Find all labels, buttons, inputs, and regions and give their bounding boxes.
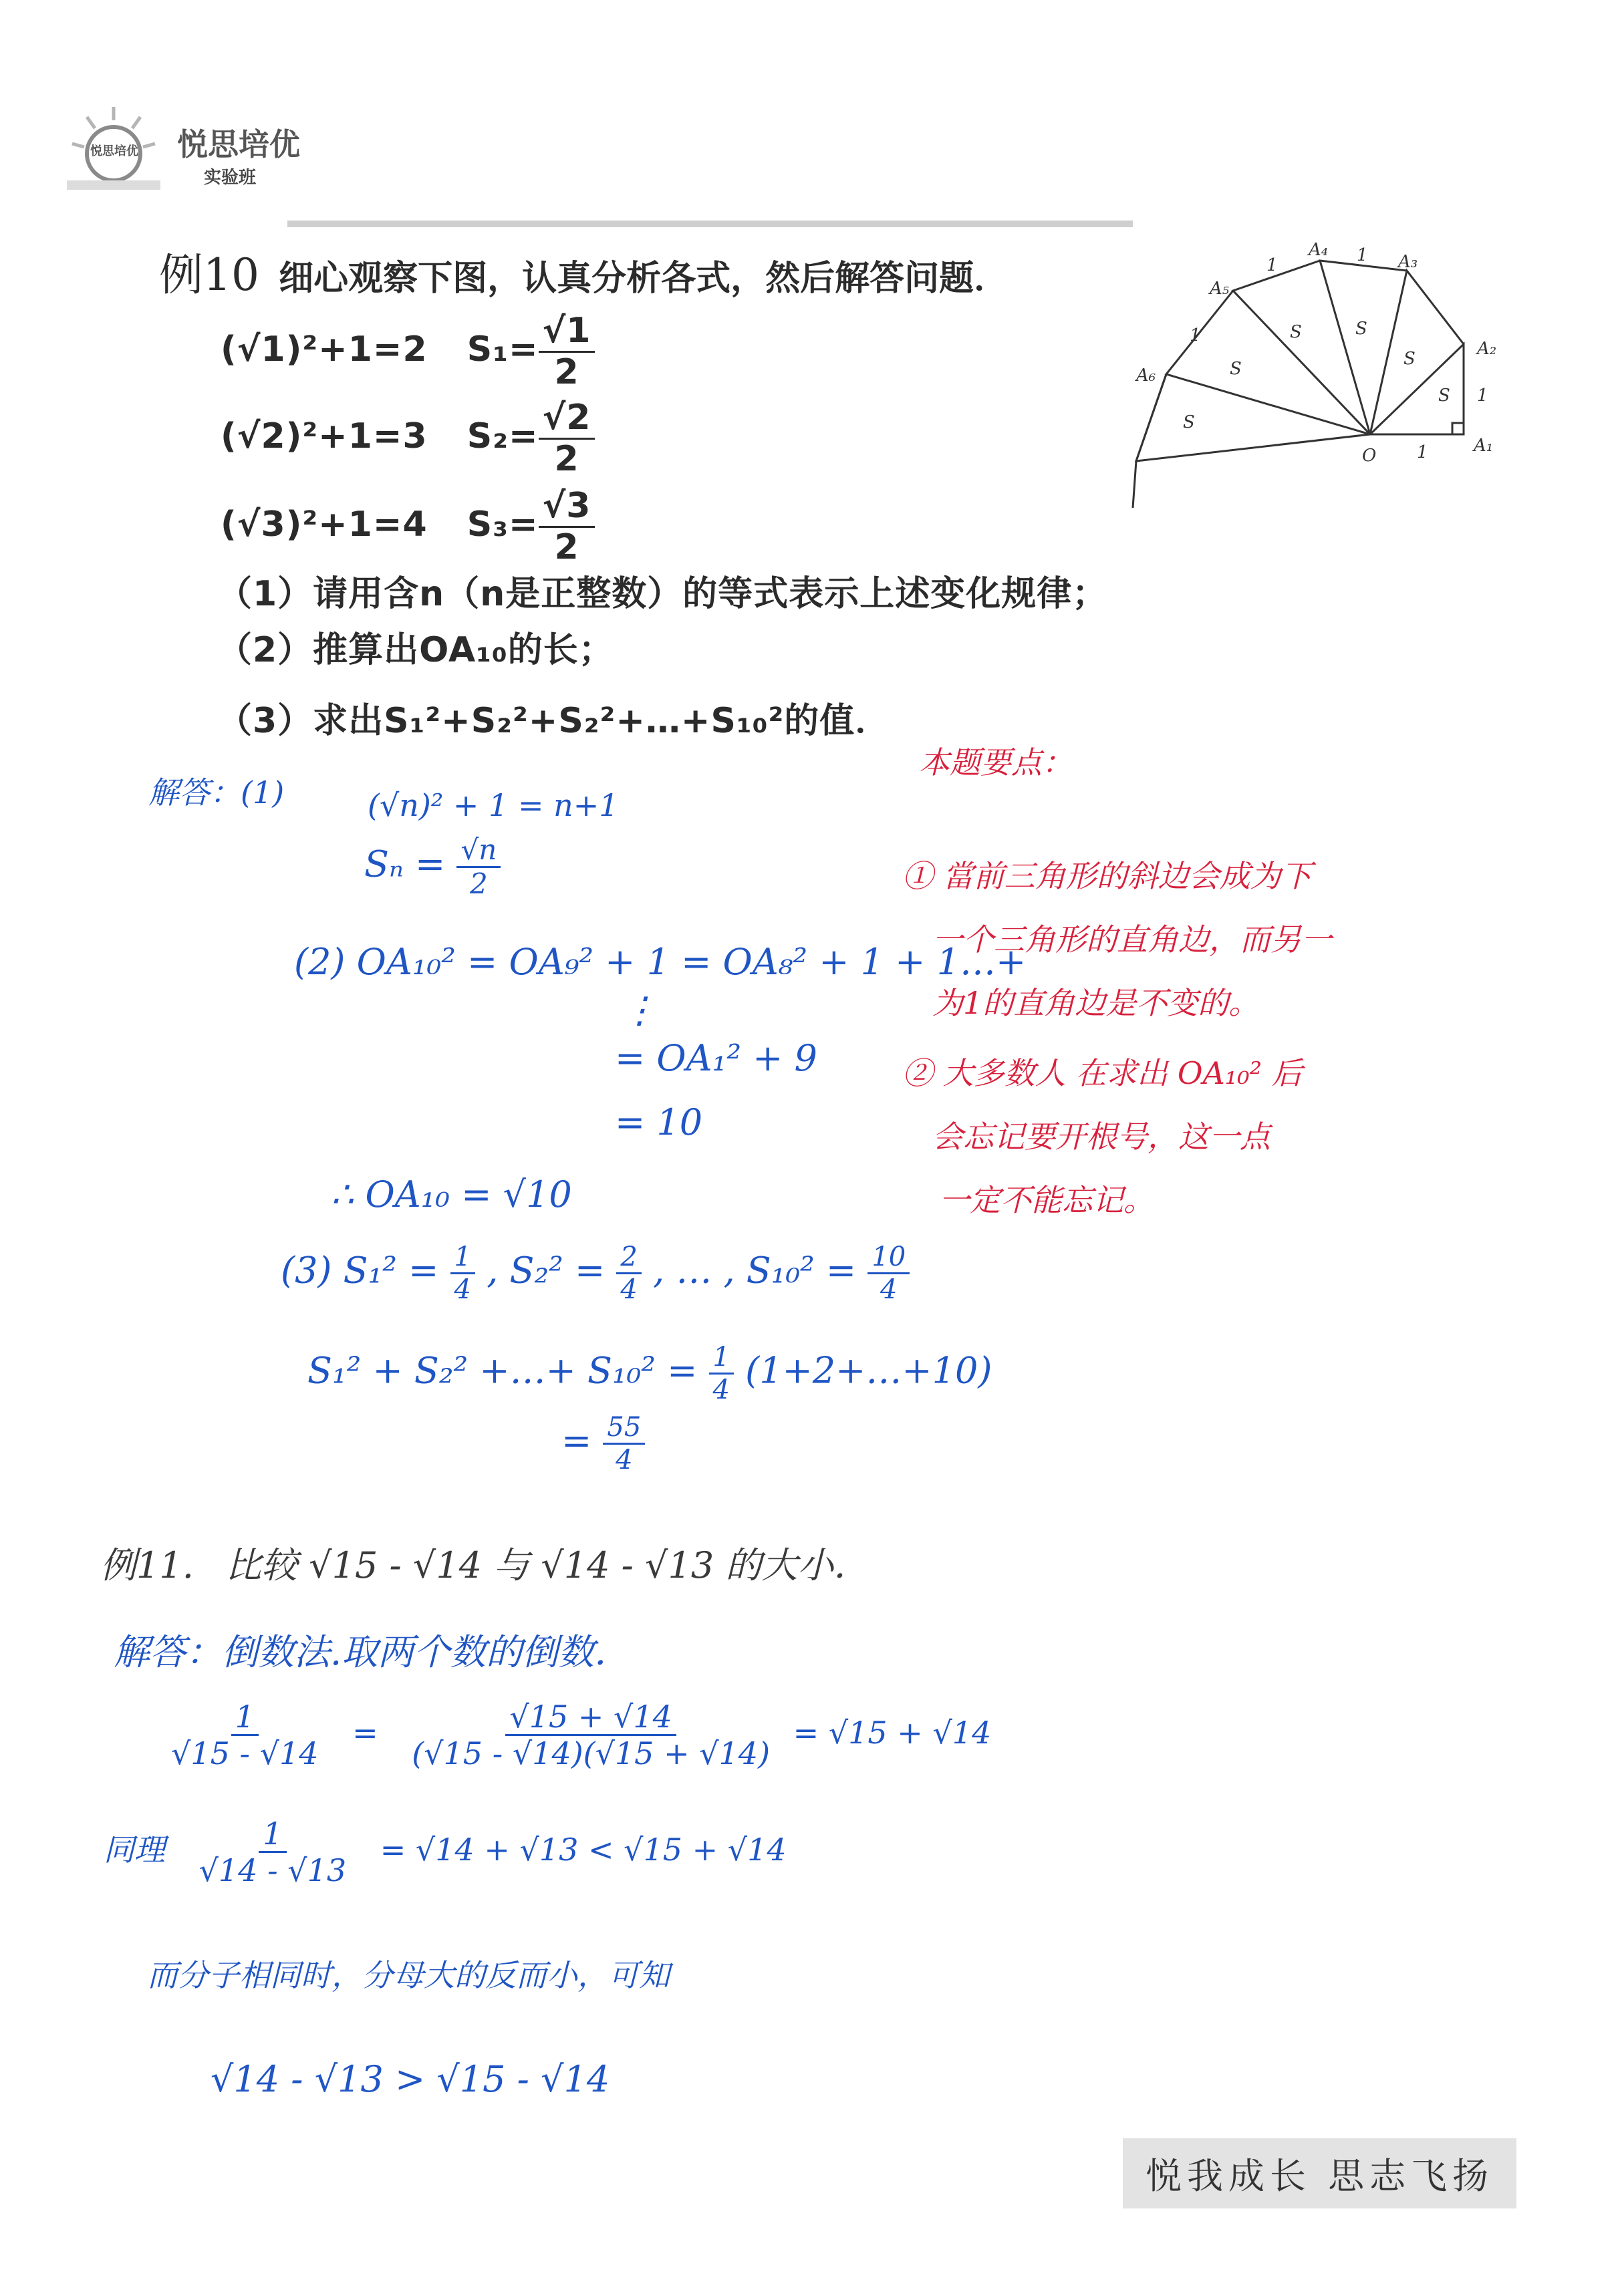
p3-mid: , S₂² = [487, 1249, 606, 1292]
label-one-left: 1 [1190, 325, 1201, 345]
footer-slogan: 悦我成长 思志飞扬 [1123, 2138, 1516, 2208]
e11-f3-den: √14 - √13 [198, 1852, 347, 1889]
header-rule [287, 221, 1133, 227]
label-a2: A₂ [1477, 339, 1497, 359]
example10-q1: （1）请用含n（n是正整数）的等式表示上述变化规律； [217, 574, 1108, 614]
eq3-frac [539, 488, 595, 565]
eq1-den: 2 [554, 351, 579, 392]
eq2-frac [539, 400, 595, 477]
p3-frac2 [616, 1243, 641, 1304]
example10-label: 例10 [159, 249, 259, 301]
p3-f3d: 4 [880, 1274, 898, 1305]
p3-frac3 [867, 1243, 910, 1304]
solution10-p2c: = 10 [615, 1101, 703, 1143]
eq1-left: (√1)²+1=2 [221, 329, 428, 370]
e11-frac1 [167, 1701, 322, 1770]
label-s-4: S [1290, 322, 1302, 342]
example11-prompt: 比较 √15 - √14 与 √14 - √13 的大小． [225, 1544, 870, 1586]
solution11-note: 而分子相同时，分母大的反而小，可知 [147, 1957, 670, 1993]
keypoint-1-line1: ① 當前三角形的斜边会成为下 [902, 858, 1312, 894]
sn-den: 2 [470, 867, 488, 901]
solution11-conclusion: √14 - √13 > √15 - √14 [211, 2058, 610, 2100]
solution11-eq2 [104, 1818, 787, 1887]
solution10-sn [364, 835, 501, 899]
label-one-side: 1 [1477, 386, 1488, 406]
solution11-title: 解答：倒数法.取两个数的倒数． [114, 1631, 631, 1673]
example10-eq1 [221, 313, 595, 390]
example10-eq2 [221, 400, 595, 477]
eq3-den: 2 [554, 527, 579, 567]
e11-same-label: 同理 [104, 1831, 165, 1868]
triangle-3 [1320, 261, 1407, 434]
label-a1: A₁ [1474, 436, 1494, 456]
p3-head: (3) S₁² = [281, 1249, 439, 1292]
p3-res-n: 55 [603, 1413, 645, 1445]
example10-heading [159, 239, 1009, 303]
logo-brand: 悦思培优 [177, 126, 300, 162]
solution11-eq1 [167, 1701, 991, 1770]
keypoint-1-line3: 为1的直角边是不变的。 [932, 985, 1260, 1021]
example11-label: 例11. [100, 1544, 194, 1586]
sn-left: Sₙ = [364, 843, 446, 885]
p3-frac1 [450, 1243, 475, 1304]
example10-q2: （2）推算出OA₁₀的长； [217, 630, 614, 670]
eq1-num: √1 [539, 313, 595, 353]
label-o: O [1362, 446, 1377, 466]
eq2-left: (√2)²+1=3 [221, 416, 428, 457]
solution10-p2d: ∴ OA₁₀ = √10 [331, 1173, 572, 1215]
keypoint-2-line3: 一定不能忘记。 [939, 1182, 1154, 1218]
keypoint-2-line2: 会忘记要开根号，这一点 [932, 1119, 1270, 1155]
label-s-3: S [1355, 319, 1367, 339]
solution10-l1: (√n)² + 1 = n+1 [368, 787, 619, 823]
keypoints-title: 本题要点： [919, 744, 1073, 780]
solution10-result [561, 1413, 645, 1474]
p3-f1n: 1 [450, 1243, 475, 1274]
label-one-base: 1 [1417, 442, 1428, 462]
eq3-s: S₃= [466, 505, 539, 545]
solution10-p2: (2) OA₁₀² = OA₉² + 1 = OA₈² + 1 + 1…+ [294, 941, 1027, 983]
e11-f2-num: √15 + √14 [505, 1701, 676, 1736]
triangle-2 [1370, 271, 1464, 434]
solution10-p2b: = OA₁² + 9 [615, 1037, 817, 1079]
keypoint-2-line1: ② 大多数人 在求出 OA₁₀² 后 [902, 1055, 1303, 1091]
solution10-sum [307, 1343, 992, 1404]
logo-subtitle: 实验班 [204, 168, 257, 188]
p3-f2n: 2 [616, 1243, 641, 1274]
example10-prompt: 细心观察下图，认真分析各式，然后解答问题． [279, 259, 1009, 299]
p3-f3n: 10 [867, 1243, 910, 1274]
e11-frac2 [408, 1701, 774, 1770]
e11-f1-den: √15 - √14 [171, 1735, 319, 1772]
p3-res-frac [603, 1413, 645, 1474]
eq1-s: S₁= [466, 329, 539, 370]
eq1-frac [539, 313, 595, 390]
eq3-left: (√3)²+1=4 [221, 505, 428, 545]
e11-f2-tail: = √15 + √14 [793, 1714, 992, 1751]
label-s-6: S [1183, 412, 1195, 432]
label-one-top2: 1 [1266, 255, 1278, 275]
logo-mark-text: 悦思培优 [90, 144, 138, 158]
p3-sum-fn: 1 [709, 1343, 734, 1375]
e11-frac3 [195, 1818, 350, 1887]
eq2-num: √2 [539, 400, 595, 440]
label-a6: A₆ [1136, 366, 1156, 386]
label-a5: A₅ [1210, 279, 1230, 299]
eq3-num: √3 [539, 488, 595, 528]
example10-eq3 [221, 488, 595, 565]
triangle-5 [1166, 291, 1370, 434]
p3-sum-tail: (1+2+…+10) [745, 1349, 992, 1392]
e11-f3-tail: = √14 + √13 < √15 + √14 [380, 1831, 787, 1868]
e11-f1-num: 1 [231, 1701, 259, 1736]
p3-res-d: 4 [616, 1445, 633, 1475]
solution10-vdots: ⋮ [622, 989, 658, 1031]
label-a3: A₃ [1398, 252, 1418, 272]
p3-sum: S₁² + S₂² +…+ S₁₀² = [307, 1349, 698, 1392]
p3-sum-fd: 4 [712, 1375, 730, 1405]
logo [67, 100, 307, 194]
label-one-top1: 1 [1357, 245, 1368, 265]
label-s-2: S [1403, 349, 1416, 369]
e11-f3-num: 1 [259, 1818, 286, 1853]
solution10-p3 [281, 1243, 910, 1304]
sn-num: √n [456, 835, 501, 868]
p3-f2d: 4 [620, 1274, 638, 1305]
spiral-triangle-diagram [1109, 241, 1524, 521]
e11-eq-sign: = [352, 1714, 378, 1751]
keypoint-1-line2: 一个三角形的直角边，而另一 [932, 921, 1332, 958]
p3-eq: = [561, 1419, 592, 1462]
p3-f1d: 4 [454, 1274, 471, 1305]
triangle-6 [1136, 374, 1370, 461]
p3-sum-frac [709, 1343, 734, 1404]
triangle-4 [1233, 261, 1370, 434]
e11-f2-den: (√15 - √14)(√15 + √14) [412, 1735, 771, 1772]
label-s-5: S [1230, 359, 1242, 379]
label-s-1: S [1438, 386, 1450, 406]
example11-heading [100, 1537, 869, 1588]
eq2-s: S₂= [466, 416, 539, 457]
eq2-den: 2 [554, 438, 579, 479]
label-a4: A₄ [1309, 241, 1329, 260]
example10-q3: （3）求出S₁²+S₂²+S₂²+…+S₁₀²的值． [217, 701, 891, 741]
p3-dots: , … , S₁₀² = [652, 1249, 857, 1292]
sn-frac [456, 835, 501, 899]
solution10-title: 解答：(1) [148, 774, 285, 811]
